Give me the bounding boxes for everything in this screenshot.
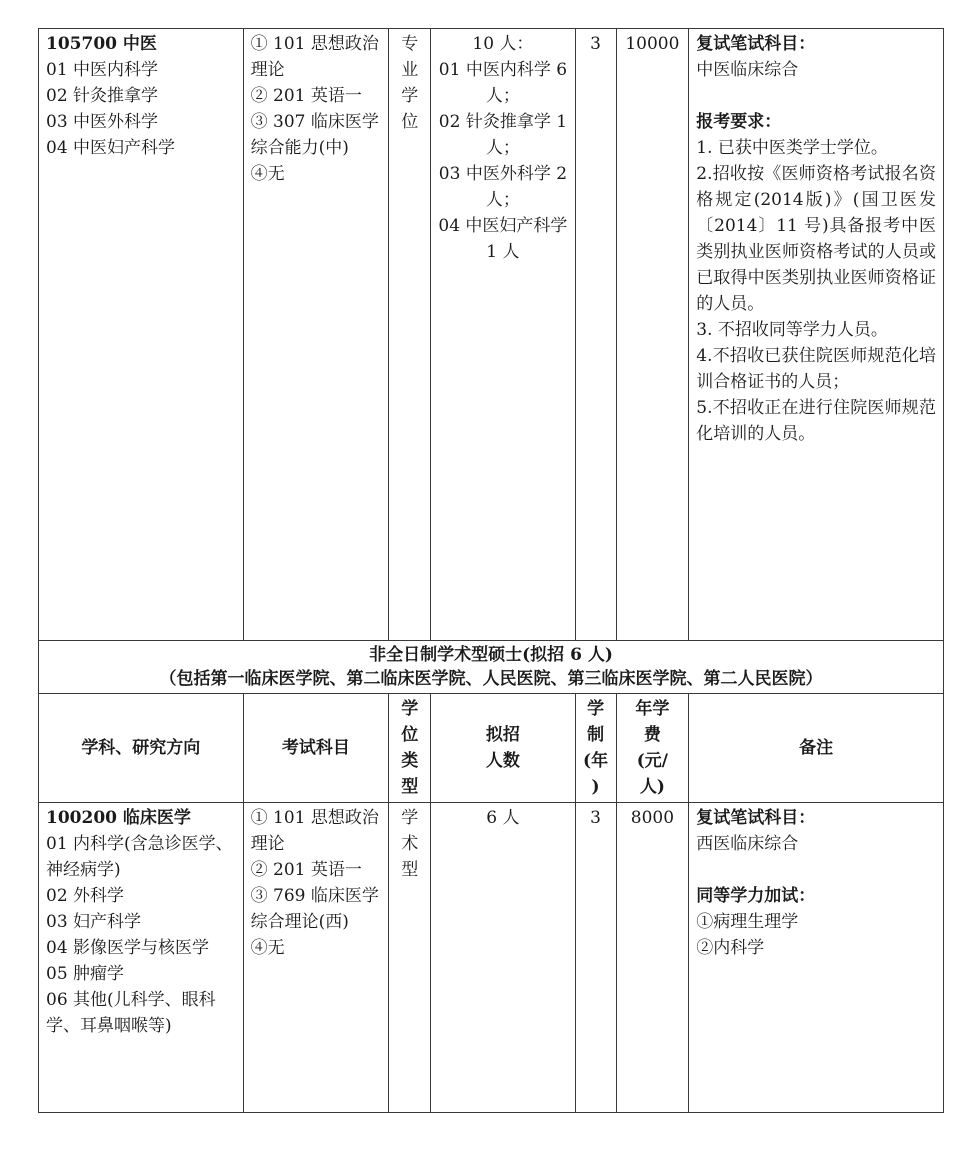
section-title-cell [39,641,944,694]
requirement-item: 4.不招收已获住院医师规范化培训合格证书的人员； [696,346,936,392]
subject-cell [39,29,244,641]
extra-exam-item: ①病理生理学 [696,912,799,932]
exam-item: ② 201 英语一 [250,860,362,880]
notes-cell [689,29,944,641]
exam-item: ① 101 思想政治理论 [250,34,379,80]
direction-item: 05 肿瘤学 [46,964,125,984]
enroll-item: 03 中医外科学 2 人； [438,164,568,210]
exam-item: ① 101 思想政治理论 [250,808,379,854]
header-line: (年 [583,751,609,771]
header-notes: 备注 [689,694,944,803]
table-row [39,803,944,1113]
extra-exam-item: ②内科学 [696,938,765,958]
subject-code-name: 100200 临床医学 [46,808,191,828]
header-line: ) [591,777,600,797]
direction-item: 01 内科学(含急诊医学、神经病学) [46,834,233,880]
enroll-item: 02 针灸推拿学 1 人； [438,112,568,158]
header-line: 费 [643,725,661,745]
exam-cell [243,29,389,641]
header-line: (元/ [636,751,669,771]
enroll-cell [431,29,575,641]
exam-item: ③ 307 临床医学综合能力(中) [250,112,379,158]
header-fee [616,694,689,803]
direction-item: 03 妇产科学 [46,912,142,932]
degree-type-char: 业 [401,60,419,80]
direction-item: 04 中医妇产科学 [46,138,176,158]
table-row [39,29,944,641]
admission-catalog-page [38,28,944,1113]
requirement-item: 2.招收按《医师资格考试报名资格规定(2014版)》(国卫医发〔2014〕11 号)具备报考中医类别执业医师资格考试的人员或已取得中医类别执业医师资格证的人员。 [696,164,936,314]
retest-subject: 西医临床综合 [696,834,799,854]
header-char: 位 [401,725,419,745]
header-line: 年学 [635,699,670,719]
subject-cell [39,803,244,1113]
header-line: 人) [639,777,665,797]
subject-code-name: 105700 中医 [46,34,157,54]
enroll-cell: 6 人 [431,803,575,1113]
enroll-total: 10 人： [472,34,534,54]
direction-item: 03 中医外科学 [46,112,159,132]
fee-cell: 8000 [616,803,689,1113]
header-subject: 学科、研究方向 [39,694,244,803]
degree-type-char: 术 [401,834,419,854]
degree-type-char: 学 [401,808,419,828]
years-cell: 3 [575,29,616,641]
table-header-row [39,694,944,803]
header-line: 人数 [485,751,520,771]
notes-cell [689,803,944,1113]
direction-item: 02 外科学 [46,886,125,906]
section-title-row [39,641,944,694]
direction-item: 06 其他(儿科学、眼科学、耳鼻咽喉等) [46,990,216,1036]
direction-item: 01 中医内科学 [46,60,159,80]
extra-exam-title: 同等学力加试： [696,886,816,906]
degree-type-char: 位 [401,112,419,132]
requirements-title: 报考要求： [696,112,782,132]
admission-table [38,28,944,1113]
direction-item: 02 针灸推拿学 [46,86,159,106]
header-line: 学 [587,699,605,719]
requirement-item: 5.不招收正在进行住院医师规范化培训的人员。 [696,398,936,444]
degree-type-char: 专 [401,34,419,54]
header-line: 拟招 [485,725,520,745]
exam-item: ④无 [250,938,285,958]
header-enroll [431,694,575,803]
degree-type-char: 型 [401,860,419,880]
retest-subject: 中医临床综合 [696,60,799,80]
exam-item: ② 201 英语一 [250,86,362,106]
section-title: 非全日制学术型硕士(拟招 6 人) [369,645,613,665]
header-char: 学 [401,699,419,719]
exam-cell [243,803,389,1113]
direction-item: 04 影像医学与核医学 [46,938,210,958]
header-char: 类 [401,751,419,771]
header-years [575,694,616,803]
years-cell: 3 [575,803,616,1113]
degree-type-cell [389,29,431,641]
requirement-item: 3. 不招收同等学力人员。 [696,320,888,340]
header-char: 型 [401,777,419,797]
header-line: 制 [587,725,605,745]
retest-title: 复试笔试科目： [696,34,816,54]
degree-type-char: 学 [401,86,419,106]
section-subtitle: （包括第一临床医学院、第二临床医学院、人民医院、第三临床医学院、第二人民医院） [159,669,823,689]
header-exam: 考试科目 [243,694,389,803]
requirement-item: 1. 已获中医类学士学位。 [696,138,888,158]
enroll-item: 04 中医妇产科学 1 人 [438,216,568,262]
header-degree-type [389,694,431,803]
enroll-item: 01 中医内科学 6 人； [438,60,568,106]
exam-item: ③ 769 临床医学综合理论(西) [250,886,379,932]
degree-type-cell [389,803,431,1113]
retest-title: 复试笔试科目： [696,808,816,828]
fee-cell: 10000 [616,29,689,641]
exam-item: ④无 [250,164,285,184]
